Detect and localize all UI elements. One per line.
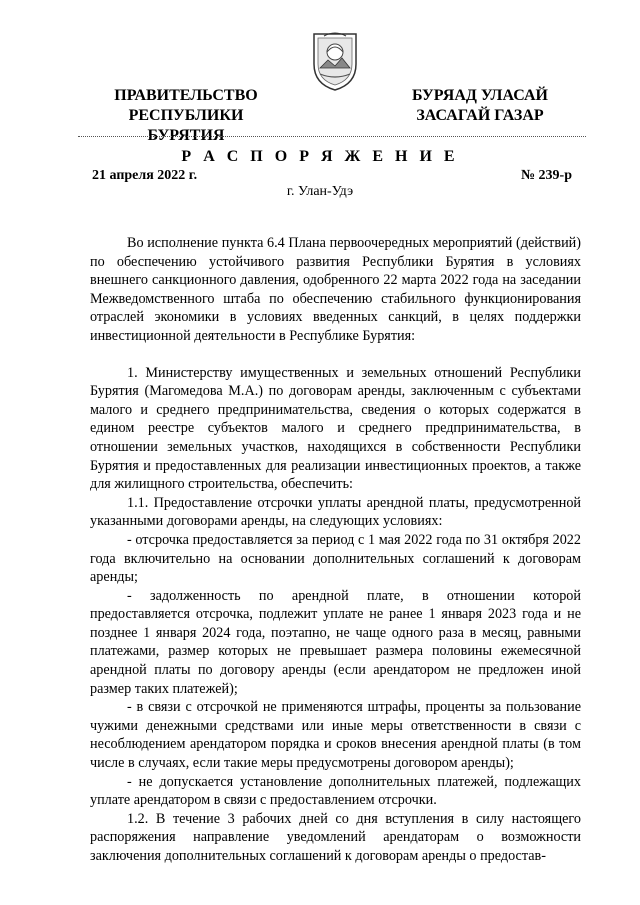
org-bur-line2: ЗАСАГАЙ ГАЗАР: [416, 107, 544, 124]
header-divider: [78, 136, 586, 137]
org-bur-line1: БУРЯАД УЛАСАЙ: [412, 87, 548, 104]
item-1-2-paragraph: 1.2. В течение 3 рабочих дней со дня вступления в силу настоящего распоряжения направление уведомлений арендаторам о возможности заключения дополнительных соглашений к договорам аренды о предостав-: [90, 810, 581, 864]
org-name-buryat: [400, 86, 560, 126]
document-date: 21 апреля 2022 г.: [92, 168, 198, 183]
document-body: [90, 234, 581, 866]
document-type: Р А С П О Р Я Ж Е Н И Е: [181, 148, 459, 165]
condition-paragraph: - не допускается установление дополнительных платежей, подлежащих уплате арендатором в связи с предоставлением отсрочки.: [90, 773, 581, 809]
condition-paragraph: - задолженность по арендной плате, в отношении которой предоставляется отсрочка, подлежит уплате не ранее 1 января 2023 года и не позднее 1 января 2024 года, поэтапно, не чаще одного раза в месяц, равными платежами, размер которых не превышает размера половины ежемесячной арендной платы по договору аренды (если арендатором не предложен иной размер таких платежей);: [90, 587, 581, 697]
org-ru-line2: РЕСПУБЛИКИ БУРЯТИЯ: [128, 107, 244, 144]
item-1-1-paragraph: 1.1. Предоставление отсрочки уплаты арендной платы, предусмотренной указанными договорами аренды, на следующих условиях:: [90, 494, 581, 530]
document-number: № 239-р: [520, 168, 572, 183]
document-city: г. Улан-Удэ: [286, 184, 354, 199]
coat-of-arms-emblem: [310, 28, 360, 92]
item-1-paragraph: 1. Министерству имущественных и земельных отношений Республики Бурятия (Магомедова М.А.) по договорам аренды, заключенным с субъектами малого и среднего предпринимательства, сведения о которых содержатся в едином реестре субъектов малого и среднего предпринимательства, в отношении земельных участков, находящихся в собственности Республики Бурятия и предоставленных для реализации инвестиционных проектов, а также для жилищного строительства, обеспечить:: [90, 364, 581, 493]
org-name-russian: [91, 86, 281, 146]
preamble-paragraph: Во исполнение пункта 6.4 Плана первоочередных мероприятий (действий) по обеспечению устойчивого развития Республики Бурятия в условиях внешнего санкционного давления, одобренного 22 марта 2022 года на заседании Межведомственного штаба по обеспечению стабильного функционирования отраслей экономики в условиях введенных санкций, в целях поддержки инвестиционной деятельности в Республике Бурятия:: [90, 235, 581, 344]
condition-paragraph: - отсрочка предоставляется за период с 1 мая 2022 года по 31 октября 2022 года включительно на основании дополнительных соглашений к договорам аренды;: [90, 531, 581, 586]
org-ru-line1: ПРАВИТЕЛЬСТВО: [114, 87, 258, 104]
condition-paragraph: - в связи с отсрочкой не применяются штрафы, проценты за пользование чужими денежными средствами или иные меры ответственности в связи с несоблюдением арендатором порядка и сроков внесения арендной платы (в том числе в случаях, если такие меры предусмотрены договором аренды);: [90, 699, 581, 772]
